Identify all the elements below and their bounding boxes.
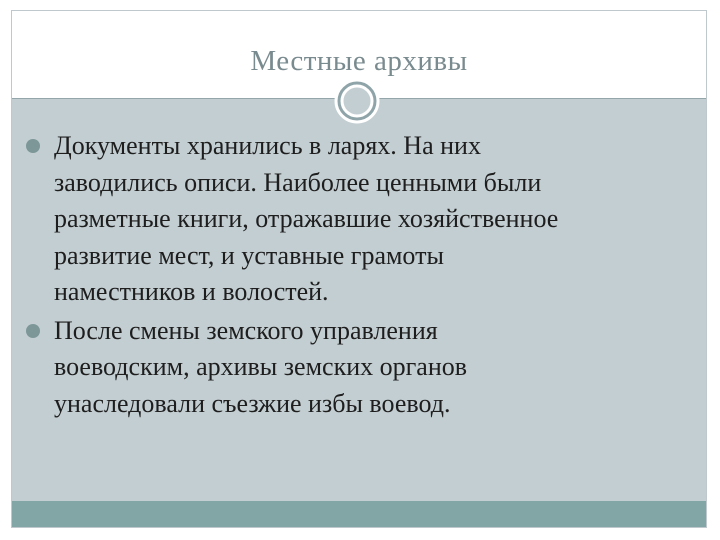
double-ring-ornament-icon: [333, 77, 381, 125]
bullet-item: [20, 313, 690, 423]
bullet-line: наместников и волостей.: [54, 277, 329, 306]
bullet-line: заводились описи. Наиболее ценными были: [54, 167, 542, 197]
round-bullet-icon: [26, 139, 40, 153]
bullet-line: разметные книги, отражавшие хозяйственное: [54, 204, 559, 233]
slide-title: Местные архивы: [250, 45, 468, 77]
bullet-line: воеводским, архивы земских органов: [54, 352, 468, 381]
bullet-line: унаследовали съезжие избы воевод.: [54, 388, 451, 418]
bullet-line: Документы хранились в ларях. На них: [54, 131, 481, 160]
bottom-accent-bar: [12, 501, 706, 527]
bullet-line: развитие мест, и уставные грамоты: [54, 240, 444, 270]
bullet-list: [20, 128, 690, 424]
bullet-item: [20, 128, 690, 311]
round-bullet-icon: [26, 324, 40, 338]
bullet-line: После смены земского управления: [54, 315, 438, 345]
